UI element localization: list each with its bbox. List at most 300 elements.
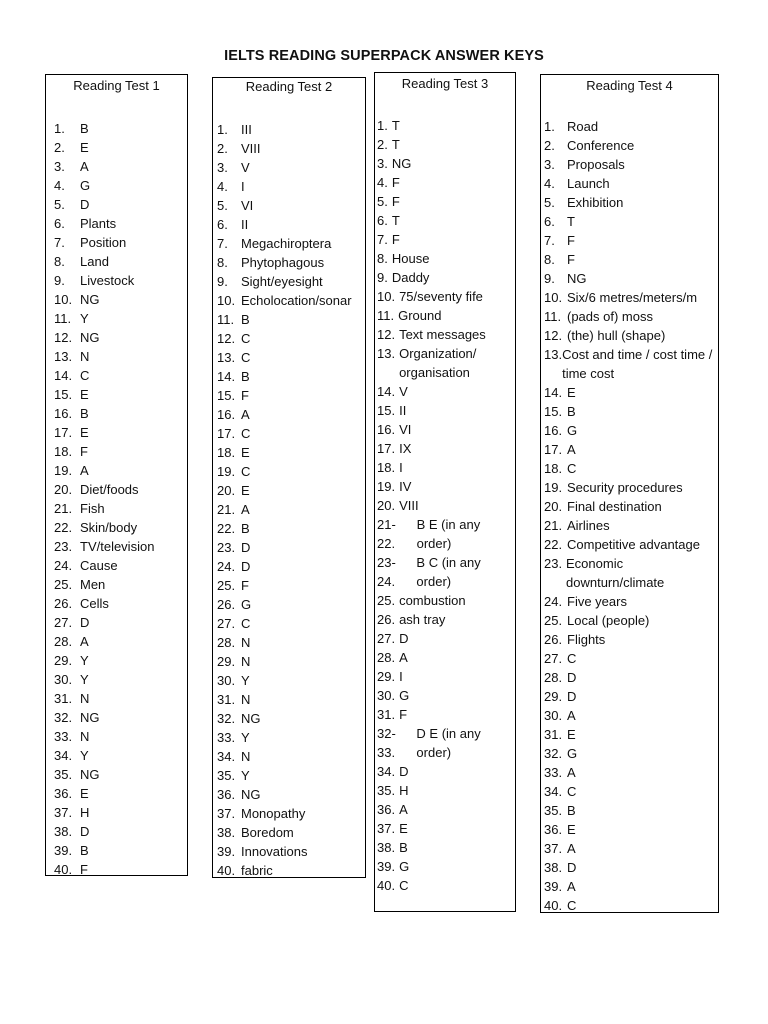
answer-item: [54, 746, 187, 765]
answer-number: 21.: [54, 501, 73, 516]
answer-number: 24.: [217, 559, 236, 574]
answer-number: 38.: [217, 825, 236, 840]
answer-text: Y: [80, 748, 89, 763]
answer-text: D: [80, 824, 90, 839]
answer-number: 38.: [377, 840, 396, 855]
answer-number: 13.: [544, 347, 563, 362]
answer-number: 17.: [544, 442, 563, 457]
answer-number: 27.: [377, 631, 396, 646]
answer-text: E: [399, 821, 408, 836]
answer-text: E: [567, 727, 576, 742]
answer-text: Fish: [80, 501, 105, 516]
answer-item: [377, 477, 515, 496]
answer-number: 12.: [377, 327, 396, 342]
answer-number: 38.: [54, 824, 73, 839]
answer-item: [377, 230, 515, 249]
answer-item: [217, 234, 365, 253]
answer-item: [217, 481, 365, 500]
answer-item: [217, 842, 365, 861]
answer-text: C: [567, 898, 577, 913]
answer-number: 18.: [54, 444, 73, 459]
answer-text: B: [567, 404, 576, 419]
test-heading: Reading Test 1: [73, 78, 160, 93]
answer-item: [54, 822, 187, 841]
answer-text: (pads of) moss: [567, 309, 653, 324]
answer-number: 20.: [217, 483, 236, 498]
answer-text: G: [399, 859, 410, 874]
answer-item: [544, 250, 718, 269]
answer-text: T: [391, 118, 400, 133]
answer-text: F: [241, 388, 249, 403]
answer-item: [544, 554, 718, 592]
answer-text: Monopathy: [241, 806, 306, 821]
answer-number: 29.: [54, 653, 73, 668]
answer-item: [54, 347, 187, 366]
answer-item: [544, 421, 718, 440]
answer-number: 40.: [54, 862, 73, 877]
answer-text: C: [567, 784, 577, 799]
answer-number: 38.: [544, 860, 563, 875]
answer-number: 8.: [544, 252, 555, 267]
answer-item: [54, 841, 187, 860]
answer-item: [544, 402, 718, 421]
answer-number: 29.: [377, 669, 396, 684]
answer-text: Innovations: [241, 844, 308, 859]
answer-number: 26.: [217, 597, 236, 612]
answer-number: 16.: [54, 406, 73, 421]
answer-item: [544, 155, 718, 174]
answer-text: H: [80, 805, 90, 820]
answer-number: 20.: [544, 499, 563, 514]
answer-item: [544, 269, 718, 288]
answer-number: 10.: [54, 292, 73, 307]
answer-item: [377, 382, 515, 401]
answer-text: B: [80, 406, 89, 421]
answer-number: 23.: [54, 539, 73, 554]
answer-text: Six/6 metres/meters/m: [567, 290, 698, 305]
answer-text: II: [399, 403, 407, 418]
answer-number: 18.: [217, 445, 236, 460]
answer-item: [544, 174, 718, 193]
answer-number: 3.: [377, 156, 388, 171]
answer-text: Ground: [398, 308, 442, 323]
answer-item: [544, 668, 718, 687]
answer-text: A: [567, 442, 576, 457]
answer-text: T: [567, 214, 575, 229]
answer-number: 21-22.: [377, 517, 396, 551]
answer-item: [544, 440, 718, 459]
answer-number: 11.: [217, 312, 235, 327]
answer-text: A: [567, 765, 576, 780]
answer-number: 26.: [544, 632, 563, 647]
answer-text: F: [391, 194, 400, 209]
answer-text: B: [567, 803, 576, 818]
answer-number: 9.: [217, 274, 228, 289]
answer-text: Exhibition: [567, 195, 624, 210]
answer-item: [377, 344, 515, 382]
test-heading: Reading Test 2: [245, 79, 333, 94]
answer-item: [217, 177, 365, 196]
answer-item: [54, 366, 187, 385]
answer-number: 17.: [217, 426, 236, 441]
answer-number: 5.: [544, 195, 555, 210]
answer-item: [544, 212, 718, 231]
answer-number: 18.: [377, 460, 396, 475]
answer-list: [377, 116, 515, 895]
answer-number: 30.: [377, 688, 396, 703]
answer-text: Local (people): [567, 613, 650, 628]
answer-item: [377, 135, 515, 154]
answer-number: 31.: [544, 727, 563, 742]
answer-item: [377, 629, 515, 648]
answer-number: 25.: [377, 593, 396, 608]
answer-text: B: [241, 312, 250, 327]
answer-text: I: [399, 460, 403, 475]
answer-item: [377, 192, 515, 211]
answer-item: [377, 401, 515, 420]
answer-text: D: [80, 615, 90, 630]
answer-number: 30.: [217, 673, 236, 688]
answer-number: 9.: [544, 271, 555, 286]
answer-text: ash tray: [399, 612, 446, 627]
answer-text: B: [80, 843, 89, 858]
answer-item: [217, 576, 365, 595]
answer-text: B: [241, 369, 250, 384]
answer-item: [54, 442, 187, 461]
answer-item: [217, 747, 365, 766]
answer-item: [544, 326, 718, 345]
answer-item: [217, 823, 365, 842]
answer-item: [217, 519, 365, 538]
answer-text: F: [241, 578, 249, 593]
answer-item: [544, 877, 718, 896]
answer-text: Final destination: [567, 499, 662, 514]
answer-number: 23.: [217, 540, 236, 555]
answer-text: Sight/eyesight: [241, 274, 323, 289]
answer-number: 39.: [544, 879, 563, 894]
answer-number: 10.: [217, 293, 236, 308]
answer-text: G: [80, 178, 91, 193]
answer-number: 8.: [54, 254, 65, 269]
answer-text: C: [241, 350, 251, 365]
answer-text: E: [241, 483, 250, 498]
answer-text: Skin/body: [80, 520, 138, 535]
answer-item: [377, 762, 515, 781]
answer-text: A: [80, 634, 89, 649]
answer-number: 2.: [544, 138, 555, 153]
answer-number: 34.: [217, 749, 236, 764]
answer-number: 10.: [377, 289, 396, 304]
answer-text: Land: [80, 254, 109, 269]
answer-text: D E (in any order): [416, 726, 481, 760]
answer-text: A: [399, 650, 408, 665]
answer-number: 17.: [54, 425, 73, 440]
answer-item: [54, 670, 187, 689]
answer-number: 19.: [217, 464, 236, 479]
answer-item: [217, 367, 365, 386]
answer-text: E: [80, 387, 89, 402]
answer-number: 31.: [54, 691, 73, 706]
answer-item: [377, 116, 515, 135]
answer-item: [54, 803, 187, 822]
answer-number: 25.: [544, 613, 563, 628]
answer-text: I: [399, 669, 403, 684]
answer-number: 21.: [544, 518, 563, 533]
test-heading: Reading Test 4: [586, 78, 673, 93]
answer-item: [54, 632, 187, 651]
answer-number: 21.: [217, 502, 236, 517]
answer-item: [544, 725, 718, 744]
answer-item: [54, 708, 187, 727]
answer-number: 14.: [54, 368, 73, 383]
answer-item: [54, 138, 187, 157]
answer-text: I: [241, 179, 245, 194]
answer-number: 34.: [54, 748, 73, 763]
answer-text: Economic downturn/climate: [566, 556, 665, 590]
answer-item: [54, 784, 187, 803]
answer-item: [544, 820, 718, 839]
answer-number: 1.: [544, 119, 555, 134]
test-heading: Reading Test 3: [401, 76, 489, 91]
answer-item: [544, 763, 718, 782]
answer-number: 16.: [544, 423, 563, 438]
answer-text: Conference: [567, 138, 635, 153]
answer-item: [217, 272, 365, 291]
answer-text: fabric: [241, 863, 273, 878]
answer-item: [217, 329, 365, 348]
answer-text: Organization/ organisation: [399, 346, 477, 380]
answer-text: D: [80, 197, 90, 212]
answer-number: 36.: [377, 802, 396, 817]
answer-number: 39.: [217, 844, 236, 859]
answer-item: [377, 154, 515, 173]
answer-number: 8.: [217, 255, 228, 270]
answer-text: D: [241, 559, 251, 574]
answer-item: [217, 139, 365, 158]
answer-item: [544, 516, 718, 535]
answer-text: NG: [391, 156, 412, 171]
answer-item: [377, 287, 515, 306]
answer-item: [544, 687, 718, 706]
answer-number: 37.: [377, 821, 396, 836]
answer-item: [544, 611, 718, 630]
answer-item: [217, 158, 365, 177]
answer-text: B E (in any order): [416, 517, 481, 551]
answer-number: 14.: [377, 384, 396, 399]
answer-number: 6.: [217, 217, 228, 232]
answer-text: Five years: [567, 594, 627, 609]
answer-number: 8.: [377, 251, 388, 266]
answer-text: combustion: [399, 593, 466, 608]
answer-text: (the) hull (shape): [567, 328, 666, 343]
answer-item: [544, 630, 718, 649]
answer-number: 7.: [377, 232, 388, 247]
answer-item: [544, 649, 718, 668]
answer-number: 39.: [377, 859, 396, 874]
answer-number: 22.: [217, 521, 236, 536]
answer-item: [54, 480, 187, 499]
answer-text: Boredom: [241, 825, 294, 840]
answer-number: 27.: [54, 615, 73, 630]
answer-text: E: [80, 786, 89, 801]
answer-text: A: [241, 407, 250, 422]
answer-text: A: [567, 841, 576, 856]
answer-text: N: [241, 749, 251, 764]
answer-item: [377, 686, 515, 705]
answer-number: 37.: [54, 805, 73, 820]
answer-text: Diet/foods: [80, 482, 139, 497]
answer-item: [217, 728, 365, 747]
answer-item: [54, 537, 187, 556]
answer-number: 32.: [217, 711, 236, 726]
answer-text: Plants: [80, 216, 117, 231]
answer-number: 15.: [377, 403, 396, 418]
answer-number: 7.: [217, 236, 228, 251]
answer-item: [54, 518, 187, 537]
answer-item: [217, 348, 365, 367]
answer-text: Echolocation/sonar: [241, 293, 352, 308]
answer-item: [544, 497, 718, 516]
answer-number: 34.: [377, 764, 396, 779]
answer-text: C: [241, 616, 251, 631]
answer-item: [217, 120, 365, 139]
answer-text: 75/seventy fife: [399, 289, 483, 304]
answer-item: [54, 176, 187, 195]
answer-item: [377, 306, 515, 325]
answer-item: [54, 328, 187, 347]
answer-number: 2.: [54, 140, 65, 155]
answer-number: 29.: [544, 689, 563, 704]
answer-number: 19.: [544, 480, 563, 495]
answer-text: B: [241, 521, 250, 536]
answer-text: D: [567, 670, 577, 685]
answer-number: 33.: [544, 765, 563, 780]
answer-number: 18.: [544, 461, 563, 476]
answer-number: 28.: [217, 635, 236, 650]
answer-item: [54, 233, 187, 252]
answer-item: [377, 173, 515, 192]
answer-text: Y: [241, 768, 250, 783]
answer-item: [217, 500, 365, 519]
answer-text: E: [80, 425, 89, 440]
answer-item: [54, 651, 187, 670]
answer-number: 6.: [377, 213, 388, 228]
answer-number: 13.: [54, 349, 73, 364]
answer-number: 34.: [544, 784, 563, 799]
answer-list: [217, 120, 365, 880]
answer-number: 33.: [54, 729, 73, 744]
answer-number: 15.: [544, 404, 563, 419]
answer-number: 12.: [54, 330, 73, 345]
answer-number: 30.: [54, 672, 73, 687]
answer-text: F: [391, 175, 400, 190]
answer-text: B: [80, 121, 89, 136]
answer-item: [54, 195, 187, 214]
answer-text: C: [399, 878, 409, 893]
answer-text: D: [567, 860, 577, 875]
answer-item: [217, 424, 365, 443]
answer-text: VIII: [399, 498, 419, 513]
answer-number: 22.: [54, 520, 73, 535]
answer-text: III: [241, 122, 252, 137]
answer-number: 14.: [544, 385, 563, 400]
answer-item: [377, 249, 515, 268]
answer-number: 33.: [217, 730, 236, 745]
answer-item: [217, 538, 365, 557]
answer-text: Y: [241, 673, 250, 688]
answer-item: [217, 785, 365, 804]
answer-number: 23-24.: [377, 555, 396, 589]
answer-item: [377, 420, 515, 439]
answer-item: [544, 896, 718, 915]
answer-text: E: [567, 822, 576, 837]
answer-number: 13.: [217, 350, 236, 365]
answer-item: [54, 727, 187, 746]
answer-text: N: [241, 635, 251, 650]
answer-text: E: [241, 445, 250, 460]
answer-number: 9.: [377, 270, 388, 285]
answer-text: Cost and time / cost time / time cost: [562, 347, 713, 381]
answer-number: 4.: [544, 176, 555, 191]
answer-item: [377, 268, 515, 287]
answer-number: 35.: [377, 783, 396, 798]
answer-number: 24.: [544, 594, 563, 609]
answer-number: 28.: [544, 670, 563, 685]
answer-item: [377, 838, 515, 857]
answer-text: NG: [241, 787, 261, 802]
answer-number: 5.: [377, 194, 388, 209]
answer-text: E: [80, 140, 89, 155]
answer-item: [544, 117, 718, 136]
answer-item: [54, 385, 187, 404]
answer-text: Text messages: [399, 327, 486, 342]
answer-item: [54, 594, 187, 613]
answer-number: 3.: [544, 157, 555, 172]
answer-number: 15.: [217, 388, 236, 403]
answer-number: 26.: [54, 596, 73, 611]
answer-item: [544, 231, 718, 250]
answer-number: 32.: [544, 746, 563, 761]
answer-item: [377, 800, 515, 819]
answer-text: A: [80, 463, 89, 478]
answer-number: 36.: [217, 787, 236, 802]
answer-item: [217, 595, 365, 614]
answer-number: 23.: [544, 556, 563, 571]
answer-number: 40.: [544, 898, 563, 913]
answer-item: [544, 288, 718, 307]
answer-item: [217, 633, 365, 652]
answer-number: 39.: [54, 843, 73, 858]
answer-number: 32-33.: [377, 726, 396, 760]
answer-text: F: [567, 233, 575, 248]
answer-text: T: [391, 213, 400, 228]
answer-item: [544, 535, 718, 554]
answer-number: 1.: [377, 118, 388, 133]
answer-text: C: [241, 331, 251, 346]
answer-text: G: [567, 746, 578, 761]
answer-number: 11.: [377, 308, 395, 323]
answer-text: N: [241, 692, 251, 707]
answer-number: 36.: [54, 786, 73, 801]
answer-text: A: [80, 159, 89, 174]
answer-item: [544, 478, 718, 497]
answer-item: [54, 290, 187, 309]
answer-text: Y: [80, 311, 89, 326]
answer-text: NG: [80, 710, 100, 725]
answer-number: 3.: [54, 159, 65, 174]
answer-text: G: [399, 688, 410, 703]
answer-number: 5.: [217, 198, 228, 213]
